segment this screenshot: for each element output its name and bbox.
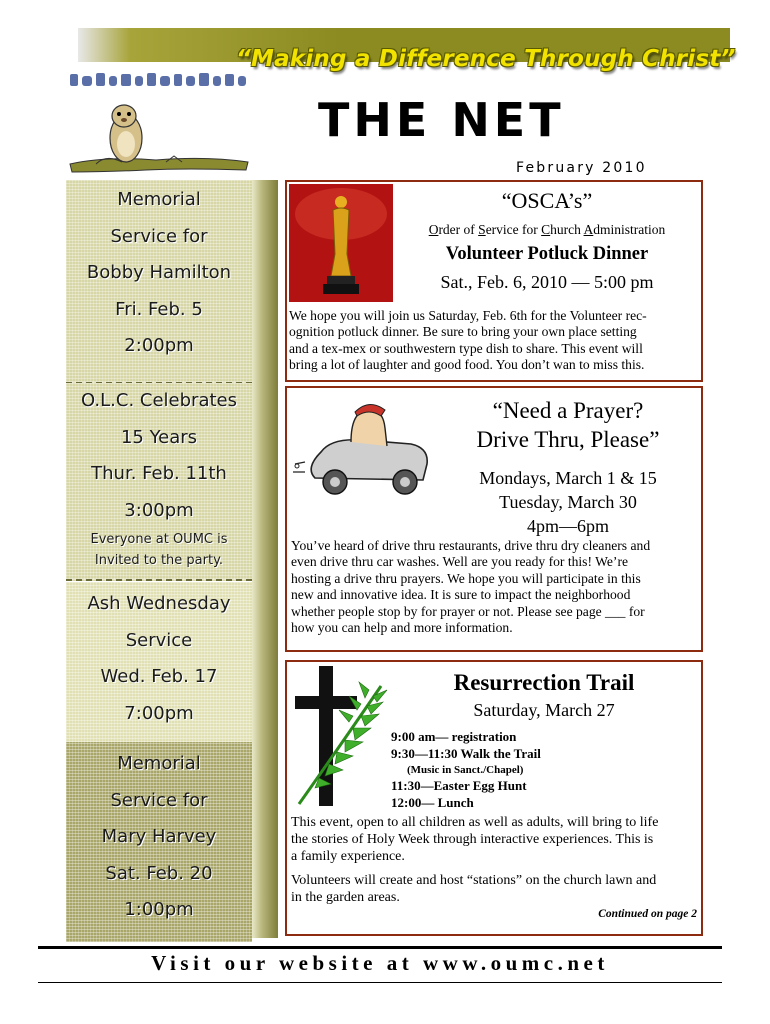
osca-title: “OSCA’s”	[501, 188, 593, 213]
slogan: “Making a Difference Through Christ”	[236, 46, 736, 72]
body-line: We hope you will join us Saturday, Feb. 6th for the Volunteer rec-	[289, 308, 647, 323]
trail-body-volunteers	[291, 872, 699, 906]
osca-acronym	[395, 222, 699, 238]
osca-body	[289, 308, 699, 374]
sidebar-line: 7:00pm	[124, 702, 194, 724]
body-line: whether people stop by for prayer or not. Please see page ___ for	[291, 603, 645, 619]
body-line: You’ve heard of drive thru restaurants, drive thru dry cleaners and	[291, 538, 651, 553]
body-line: This event, open to all children as well as adults, will bring to life	[291, 815, 659, 830]
prayer-title-line: Drive Thru, Please”	[476, 427, 660, 452]
acronym-letter: S	[478, 222, 486, 237]
body-line: the stories of Holy Week through interactive experiences. This is	[291, 832, 654, 847]
body-line: and a tex-mex or southwestern type dish to share. This event will	[289, 340, 643, 356]
trail-date: Saturday, March 27	[473, 700, 615, 720]
sidebar-line: Sat. Feb. 20	[105, 862, 213, 884]
schedule-item: 11:30—Easter Egg Hunt	[391, 777, 527, 793]
acronym-rest: ervice for	[485, 222, 542, 237]
sidebar-line: Service for	[110, 225, 208, 247]
schedule-item: 9:30—11:30 Walk the Trail	[391, 746, 541, 762]
body-line: bring a lot of laughter and good food. You don’t wan to miss this.	[289, 357, 645, 373]
sidebar-line: Memorial	[117, 189, 201, 210]
acronym-letter: C	[541, 222, 551, 237]
sidebar-event-olc-celebration	[66, 383, 252, 581]
footer-rule	[38, 946, 722, 949]
sidebar-event-ash-wednesday	[66, 582, 252, 744]
sidebar-line: Wed. Feb. 17	[100, 666, 218, 687]
footer-rule	[38, 982, 722, 983]
drive-thru-car-icon	[291, 398, 441, 502]
resurrection-trail-article	[285, 660, 703, 936]
body-line: new and innovative idea. It is sure to impact the neighborhood	[291, 587, 631, 603]
body-line: in the garden areas.	[291, 890, 400, 905]
masthead-decoration-icon	[68, 70, 248, 90]
sidebar-edge-strip	[252, 180, 278, 938]
prayer-time-line: Mondays, March 1 & 15	[479, 468, 657, 488]
sidebar-line: O.L.C. Celebrates	[80, 390, 237, 411]
events-sidebar	[66, 180, 252, 938]
sidebar-event-hamilton-memorial	[66, 180, 252, 384]
sidebar-note: Invited to the party.	[94, 553, 224, 568]
sidebar-line: 3:00pm	[124, 499, 194, 521]
acronym-letter: O	[428, 222, 439, 237]
sidebar-line: 1:00pm	[124, 899, 194, 920]
cross-and-palm-icon	[293, 666, 389, 810]
newsletter-title: THE NET	[318, 93, 565, 147]
website-footer: Visit our website at www.oumc.net	[151, 951, 609, 975]
osca-event: Volunteer Potluck Dinner	[445, 244, 649, 264]
body-line: ognition potluck dinner. Be sure to bring your own place setting	[289, 324, 637, 340]
prayer-times	[437, 466, 699, 538]
sidebar-line: Ash Wednesday	[87, 593, 231, 614]
body-line: even drive thru car washes. Well are you ready for this! We’re	[291, 554, 629, 570]
continued-note: Continued on page 2	[598, 908, 697, 920]
issue-date: February 2010	[516, 160, 647, 176]
sidebar-line: Thur. Feb. 11th	[91, 463, 227, 484]
acronym-rest: hurch	[550, 222, 584, 237]
prayer-time-line: Tuesday, March 30	[499, 492, 637, 512]
schedule-item: 12:00— Lunch	[391, 795, 474, 811]
prayer-title	[437, 396, 699, 454]
body-line: a family experience.	[291, 849, 405, 864]
sidebar-line: 15 Years	[120, 426, 198, 448]
prayer-title-line: “Need a Prayer?	[492, 398, 644, 423]
trail-body	[291, 814, 699, 865]
trail-schedule	[391, 728, 541, 812]
sidebar-line: Memorial	[117, 753, 201, 774]
prayer-body	[291, 538, 699, 636]
body-line: hosting a drive thru prayers. We hope you will participate in this	[291, 570, 641, 586]
osca-when: Sat., Feb. 6, 2010 — 5:00 pm	[440, 272, 654, 292]
body-line: how you can help and more information.	[291, 620, 513, 636]
acronym-rest: dministration	[593, 222, 666, 237]
sidebar-event-harvey-memorial	[66, 742, 252, 942]
acronym-rest: rder of	[438, 222, 479, 237]
body-line: Volunteers will create and host “stations” on the church lawn and	[291, 873, 657, 888]
sidebar-line: Mary Harvey	[101, 826, 217, 847]
prayer-article	[285, 386, 703, 652]
acronym-letter: A	[583, 222, 594, 237]
sidebar-line: 2:00pm	[124, 335, 194, 356]
osca-article	[285, 180, 703, 382]
sidebar-line: Fri. Feb. 5	[115, 298, 203, 320]
sidebar-line: Service for	[110, 789, 208, 811]
sidebar-line: Bobby Hamilton	[86, 262, 232, 283]
schedule-item: (Music in Sanct./Chapel)	[407, 763, 524, 776]
oscar-statue-icon	[289, 184, 393, 302]
groundhog-illustration-icon	[66, 98, 252, 180]
sidebar-line: Service	[125, 629, 193, 651]
trail-title: Resurrection Trail	[453, 670, 635, 695]
prayer-time-line: 4pm—6pm	[526, 516, 609, 536]
schedule-item: 9:00 am— registration	[391, 729, 517, 744]
sidebar-note: Everyone at OUMC is	[90, 532, 228, 547]
